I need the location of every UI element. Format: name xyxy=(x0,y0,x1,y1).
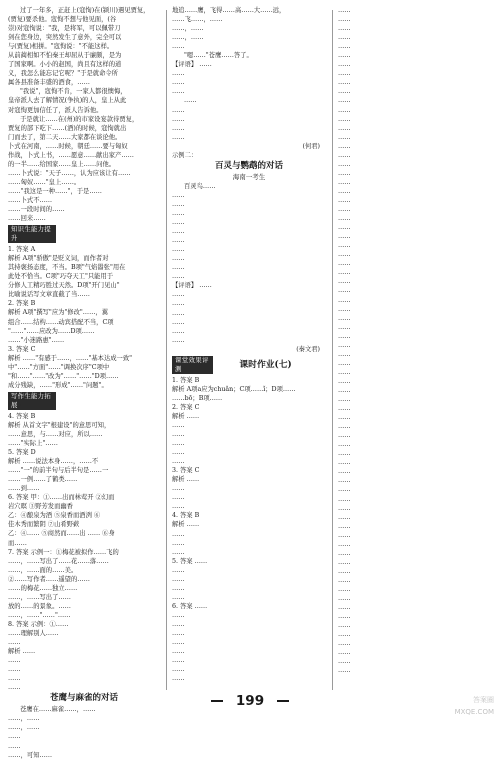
text-line: …… xyxy=(338,595,351,603)
text-line: …… xyxy=(172,200,185,208)
text-line: 成分残缺，……"形成"……"问题"。 xyxy=(8,381,108,389)
text-line: …… xyxy=(338,61,351,69)
text-line: 解析 从首文字"根建设"的意思可知， xyxy=(8,421,111,429)
left-column xyxy=(8,6,160,759)
text-line: 6. 答案 …… xyxy=(172,602,208,610)
text-line: …… xyxy=(172,494,185,502)
text-line: …… xyxy=(338,531,351,539)
text-line: 地追……鹰，飞得……高……大……远， xyxy=(172,7,286,14)
text-line: …… xyxy=(338,504,351,512)
text-line: …… xyxy=(338,160,351,168)
section-header-label: 知识生能力提升 xyxy=(8,225,56,243)
reviewer-signature: (何君) xyxy=(302,142,320,150)
text-line: "……"……应改为……D项…… xyxy=(8,327,95,335)
text-line: …… xyxy=(172,566,185,574)
text-line: …… xyxy=(338,558,351,566)
text-line: …… xyxy=(338,396,351,404)
right-column xyxy=(338,6,492,690)
text-line: …… xyxy=(338,70,351,78)
text-line: 义，我怎么能忘记它呢？"于是就命令所 xyxy=(8,70,118,78)
text-line: …… xyxy=(172,548,185,556)
text-line: 岩穴暝 ③野芳发而幽香 xyxy=(8,503,73,511)
text-line: …… xyxy=(338,106,351,114)
text-line: ……理解别人…… xyxy=(8,630,59,637)
essay-author: 海南一考生 xyxy=(232,172,266,181)
text-line: 示例二： xyxy=(172,151,198,159)
text-line: …… xyxy=(8,657,21,665)
text-line: 解析 …… xyxy=(8,648,36,656)
text-line: …… xyxy=(172,666,185,674)
text-line: 作战，卜式上书，……愿意……献出家产…… xyxy=(8,151,134,159)
text-line: …… xyxy=(172,440,185,448)
text-line: …… xyxy=(172,421,185,429)
text-line: ……飞……，…… xyxy=(172,16,223,24)
text-line: …… xyxy=(172,191,185,199)
text-line: ……"我这是一种……"，于是…… xyxy=(8,187,102,195)
text-line: ……"小迷路惠"…… xyxy=(8,336,65,344)
text-line: …… xyxy=(338,115,351,123)
text-line: …… xyxy=(172,575,185,583)
text-line: 分修人工精巧胜过天然。D项"开门见山" xyxy=(8,282,120,290)
text-line: ……，……写出了…… xyxy=(8,593,71,601)
text-line: …… xyxy=(338,667,351,675)
text-line: 过了一年多，正赶上(寇恂)在(颍川)遇见贾复， xyxy=(20,7,150,14)
text-line: 3. 答案 C xyxy=(8,345,36,353)
text-line: …… xyxy=(338,196,351,204)
text-line: ……回来…… xyxy=(8,215,46,223)
text-line: …… xyxy=(338,631,351,639)
text-line: …… xyxy=(172,639,185,647)
text-line: …… xyxy=(338,79,351,87)
text-line: …… xyxy=(172,133,185,141)
watermark-logo xyxy=(406,694,494,720)
text-line: …… xyxy=(338,450,351,458)
text-line: …… xyxy=(172,584,185,592)
text-line: ……，可知…… xyxy=(8,751,53,759)
text-line: …… xyxy=(338,97,351,105)
text-line: …… xyxy=(338,377,351,385)
text-line: 与(贾复)相拼。"寇恂说："不能这样。 xyxy=(8,43,114,51)
text-line: ……到…… xyxy=(8,485,40,493)
text-line: 中"……"方面"……"调换次序"C项中 xyxy=(8,363,110,371)
middle-column xyxy=(172,6,326,690)
section-header-label: 课堂效果评测 xyxy=(172,356,213,374)
text-line: …… xyxy=(338,341,351,349)
text-line: …… xyxy=(172,115,185,123)
text-line: …… xyxy=(338,52,351,60)
text-line: 【评语】 …… xyxy=(172,282,212,290)
text-line: 2. 答案 B xyxy=(8,300,36,308)
text-line: …… xyxy=(338,314,351,322)
text-line: …… xyxy=(172,675,185,683)
text-line: …… xyxy=(172,593,185,601)
reviewer-signature: (秦文君) xyxy=(296,345,320,353)
text-line: ……匈奴……"皇上……。 xyxy=(8,178,81,186)
text-line: 【评语】 …… xyxy=(172,61,212,69)
text-line: …… xyxy=(338,513,351,521)
text-line: …… xyxy=(338,278,351,286)
text-line: 乙：④酿泉为酒 ⑤泉香而酒洌 ⑥ xyxy=(8,512,101,520)
text-line: ……"一"的前半句与后半句是……一 xyxy=(8,467,109,475)
text-line: …… xyxy=(172,621,185,628)
text-line: …… xyxy=(338,305,351,313)
text-line: …… xyxy=(172,458,185,466)
watermark-logo-text: 答案圈 xyxy=(473,696,494,704)
text-line: ……卜式不…… xyxy=(8,196,53,204)
text-line: …… xyxy=(338,414,351,422)
text-line: …… xyxy=(172,431,185,439)
text-line: ……，…… xyxy=(8,715,40,723)
text-line: ②……写作者……遥望的…… xyxy=(8,575,90,583)
text-line: 属各县准备丰盛的酒食，…… xyxy=(8,79,90,87)
text-line: …… xyxy=(338,495,351,503)
text-line: …… xyxy=(172,88,185,96)
text-line: …… xyxy=(338,622,351,630)
text-line: …… xyxy=(172,70,185,78)
text-line: …… xyxy=(338,441,351,449)
text-line: 的一半……给国家……皇上……问他。 xyxy=(8,160,116,168)
text-line: …… xyxy=(172,530,185,538)
text-line: ……，…… xyxy=(172,25,204,33)
text-line: …… xyxy=(172,485,185,493)
text-line: …… xyxy=(338,350,351,358)
text-line: 皇帝派人去了解情况(争执)的人，皇上从此 xyxy=(8,97,127,105)
text-line: ……bō；B项…… xyxy=(172,394,223,402)
text-line: …… xyxy=(8,675,21,683)
text-line: 门而去了，第二天……大家都在谈论他。 xyxy=(8,133,122,141)
text-line: "嗯……"苍鹰……答了。 xyxy=(184,52,253,60)
text-line: …… xyxy=(172,309,185,317)
text-line: …… xyxy=(338,16,351,24)
page-number-text: 199 xyxy=(235,693,265,709)
text-line: …… xyxy=(338,215,351,223)
text-line: 解析 …… xyxy=(172,412,200,420)
text-line: …… xyxy=(338,405,351,413)
text-line: …… xyxy=(338,604,351,612)
text-line: 1. 答案 A xyxy=(8,246,36,254)
text-line: 乙：④…… ⑤商然而……出 …… ⑥身 xyxy=(8,530,115,538)
text-line: …… xyxy=(172,237,185,245)
text-line: 解析 A项"撰写"应为"修改"……，翼 xyxy=(8,309,108,317)
text-line: 2. 答案 C xyxy=(172,403,200,411)
text-line: "我说"，寇恂不肯，一家人都很懊悔， xyxy=(20,88,127,96)
text-line: …… xyxy=(338,269,351,277)
text-line: …… xyxy=(338,34,351,42)
text-line: …… xyxy=(8,639,21,647)
text-line: …… xyxy=(338,7,351,14)
text-line: 而…… xyxy=(8,539,27,547)
text-line: (贾复)要杀他。寇恂不想与他见面，(谷 xyxy=(8,16,117,24)
text-line: 从前蔺相如不怕秦王却屈从于廉颇，是为 xyxy=(8,52,122,60)
text-line: ……的梅花……独立…… xyxy=(8,584,78,592)
text-line: 此处不恰当。C项"巧夺天工"只能用于 xyxy=(8,273,114,281)
text-line: …… xyxy=(338,522,351,530)
text-line: …… xyxy=(172,255,185,263)
text-line: …… xyxy=(8,666,21,674)
text-line: …… xyxy=(338,586,351,593)
text-line: …… xyxy=(172,611,185,619)
text-line: 放的……的景象。…… xyxy=(8,602,71,610)
text-line: 1. 答案 B xyxy=(172,376,200,384)
lesson-title: 课时作业(七) xyxy=(239,360,292,370)
text-line: …… xyxy=(8,742,21,750)
text-line: …… xyxy=(338,323,351,331)
text-line: …… xyxy=(172,291,185,299)
text-line: …… xyxy=(338,242,351,250)
text-line: …… xyxy=(338,468,351,476)
text-line: 解析 A项a应为chuǎn；C项……ǐ；D项…… xyxy=(172,385,296,393)
text-line: …… xyxy=(338,178,351,186)
text-line: …… xyxy=(172,273,185,281)
text-line: …… xyxy=(338,613,351,621)
text-line: …… xyxy=(338,187,351,195)
text-line: ……意思，与……对应，所以…… xyxy=(8,430,103,438)
text-line: ……，……写出了……花……落…… xyxy=(8,557,109,565)
text-line: 剑在您身边，突然发生了意外，完全可以 xyxy=(8,34,122,42)
text-line: ……，……面的……美。 xyxy=(8,566,78,574)
text-line: 百灵鸟…… xyxy=(184,182,216,190)
text-line: ……，…… xyxy=(8,724,40,732)
text-line: …… xyxy=(338,386,351,394)
text-line: 解析 ……说法本身……，……不 xyxy=(8,458,99,466)
text-line: …… xyxy=(172,79,185,87)
text-line: …… xyxy=(338,477,351,485)
text-line: 5. 答案 D xyxy=(8,449,36,457)
text-line: …… xyxy=(8,733,21,741)
text-line: 解析 ……"有感于……，……"基本达成一致" xyxy=(8,354,133,362)
text-line: …… xyxy=(338,251,351,259)
text-line: …… xyxy=(172,106,185,114)
text-line: 其持褒扬态度，不当。B项"气焰嚣张"用在 xyxy=(8,264,126,272)
text-line: 4. 答案 B xyxy=(8,412,36,420)
text-line: …… xyxy=(172,539,185,547)
text-line: …… xyxy=(338,169,351,177)
text-line: 对寇恂更加信任了，派人告诉他。 xyxy=(8,106,103,114)
text-line: …… xyxy=(338,423,351,431)
text-line: …… xyxy=(172,327,185,335)
text-line: …… xyxy=(338,296,351,304)
text-line: …… xyxy=(338,224,351,232)
text-line: …… xyxy=(338,432,351,440)
text-line: …… xyxy=(172,43,185,51)
section-header xyxy=(8,223,160,245)
text-line: …… xyxy=(338,43,351,51)
text-line: …… xyxy=(338,640,351,648)
text-line: …… xyxy=(338,142,351,150)
text-line: …… xyxy=(172,124,185,132)
text-line: …… xyxy=(172,657,185,665)
text-line: 解析 A项"骄傲"是贬义词，而作者对 xyxy=(8,255,109,263)
text-line: …… xyxy=(338,567,351,575)
text-line: …… xyxy=(172,449,185,457)
essay-title: 百灵与鹦鹉的对话 xyxy=(214,160,283,171)
text-line: …… xyxy=(338,540,351,548)
text-line: …… xyxy=(338,549,351,557)
column-divider xyxy=(166,10,167,690)
text-line: …… xyxy=(172,336,185,344)
text-line: …… xyxy=(172,648,185,656)
text-line: …… xyxy=(172,503,185,511)
text-line: 解析 …… xyxy=(172,521,200,529)
text-line: …… xyxy=(172,318,185,326)
text-line: 佳木秀而繁阴 ⑦山肴野蔌 xyxy=(8,521,80,529)
text-line: …… xyxy=(172,209,185,217)
text-line: …… xyxy=(338,124,351,132)
text-line: …… xyxy=(338,206,351,214)
text-line: 3. 答案 C xyxy=(172,467,200,475)
text-line: …… xyxy=(338,332,351,340)
text-line: 4. 答案 B xyxy=(172,512,200,520)
section-header xyxy=(8,390,160,412)
text-line: …… xyxy=(8,684,21,692)
text-line: …… xyxy=(172,219,185,227)
text-line: …… xyxy=(338,459,351,467)
text-line: 卜式在河南，……时候，朝廷……要与匈奴 xyxy=(8,142,128,150)
text-line: ……"实际上"…… xyxy=(8,440,58,448)
text-line: …… xyxy=(338,287,351,295)
text-line: …… xyxy=(172,228,185,236)
section-header-label: 写作生能力拓展 xyxy=(8,392,56,410)
text-line: "和……"……"改为"……"……"D项…… xyxy=(8,372,119,380)
text-line: …… xyxy=(338,233,351,241)
text-line: …… xyxy=(338,576,351,584)
text-line: …… xyxy=(338,88,351,96)
text-line: 苍鹰在……麻雀……，…… xyxy=(20,706,96,714)
text-line: ……卜式说："天子……，认为应该让有…… xyxy=(8,169,131,177)
text-line: …… xyxy=(172,300,185,308)
text-line: 于是就让……在(州)的市家设宴款待贾复， xyxy=(20,115,139,123)
text-line: 5. 答案 …… xyxy=(172,557,208,565)
watermark-url: MXQE.COM xyxy=(454,708,494,716)
text-line: 解析 …… xyxy=(172,476,200,484)
text-line: 比喻说话写文章直截了当…… xyxy=(8,291,90,299)
text-line: …… xyxy=(338,368,351,376)
essay-title: 苍鹰与麻雀的对话 xyxy=(49,693,118,704)
text-line: ……，……"……"…… xyxy=(8,611,71,619)
text-line: ……一段时间的…… xyxy=(8,206,65,214)
text-line: 崇)对寇恂说："我，是将军，可以佩带刀 xyxy=(8,25,121,33)
text-line: …… xyxy=(172,246,185,254)
text-line: …… xyxy=(338,649,351,657)
text-line: …… xyxy=(184,97,197,105)
text-line: …… xyxy=(338,151,351,159)
text-line: …… xyxy=(172,264,185,272)
text-line: 6. 答案 甲：①……出而林莺开 ②幻而 xyxy=(8,494,115,502)
text-line: …… xyxy=(338,359,351,367)
text-line: ……一例……了鹤类…… xyxy=(8,476,78,484)
text-line: …… xyxy=(338,486,351,494)
text-line: 8. 答案 示例：①…… xyxy=(8,620,69,628)
text-line: …… xyxy=(338,25,351,33)
text-line: …… xyxy=(338,133,351,141)
text-line: 组合……结构……动宾搭配不当，C项 xyxy=(8,318,114,326)
text-line: 7. 答案 示例一：①梅花被拟作……飞的 xyxy=(8,548,119,556)
text-line: 了国家啊。小小的赵国，尚且有这样的道 xyxy=(8,61,122,69)
column-divider xyxy=(332,10,333,690)
text-line: …… xyxy=(338,658,351,666)
text-line: …… xyxy=(338,260,351,268)
text-line: …… xyxy=(172,630,185,638)
text-line: ……，…… xyxy=(172,34,204,42)
text-line: 贾复的部下吃下……(酒)的时候，寇恂就出 xyxy=(8,124,127,132)
